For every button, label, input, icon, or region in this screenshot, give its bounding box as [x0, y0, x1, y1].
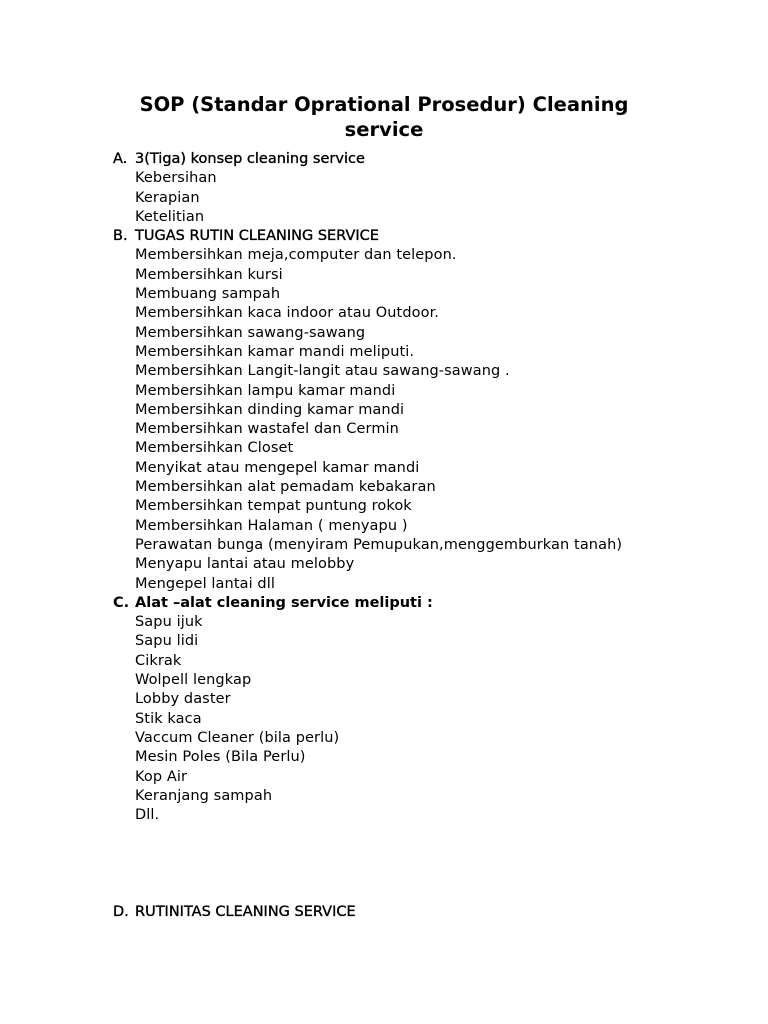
list-item: Menyikat atau mengepel kamar mandi	[135, 459, 420, 476]
section-a-heading	[113, 150, 753, 169]
list-item: Membersihkan sawang-sawang	[135, 324, 366, 341]
list-item: Ketelitian	[135, 208, 205, 225]
list-item: Vaccum Cleaner (bila perlu)	[135, 729, 340, 746]
section-letter: B.	[113, 228, 128, 245]
list-item: Membersihkan wastafel dan Cermin	[135, 421, 399, 438]
section-letter: D.	[113, 904, 129, 921]
section-letter: A.	[113, 151, 128, 167]
list-item: Sapu ijuk	[135, 614, 203, 631]
list-item: Membersihkan Halaman ( menyapu )	[135, 517, 408, 534]
list-item: Perawatan bunga (menyiram Pemupukan,menggemburkan tanah)	[135, 536, 623, 553]
list-item: Stik kaca	[135, 710, 202, 727]
list-item: Wolpell lengkap	[135, 672, 252, 689]
list-item: Mesin Poles (Bila Perlu)	[135, 749, 306, 766]
list-item: Lobby daster	[135, 691, 231, 708]
section-b-heading	[113, 227, 753, 246]
section-letter: C.	[113, 594, 130, 611]
list-item: Membersihkan alat pemadam kebakaran	[135, 479, 436, 496]
section-c-heading	[113, 594, 753, 613]
list-item: Kerapian	[135, 189, 200, 206]
list-item: Membersihkan Langit-langit atau sawang-sawang .	[135, 363, 510, 380]
section-c-list	[113, 613, 753, 825]
section-spacer	[113, 825, 753, 903]
list-item: Membersihkan meja,computer dan telepon.	[135, 247, 457, 264]
list-item: Cikrak	[135, 652, 182, 669]
list-item: Kop Air	[135, 768, 188, 785]
section-heading-text: Alat –alat cleaning service meliputi :	[135, 594, 433, 611]
document-title: SOP (Standar Oprational Prosedur) Cleaning service	[139, 93, 629, 141]
section-a-list	[113, 169, 753, 227]
section-d-heading	[113, 903, 753, 922]
list-item: Membersihkan lampu kamar mandi	[135, 382, 396, 399]
list-item: Kebersihan	[135, 170, 217, 187]
list-item: Keranjang sampah	[135, 787, 273, 804]
section-b-list	[113, 246, 753, 593]
list-item: Membersihkan tempat puntung rokok	[135, 498, 412, 515]
list-item: Menyapu lantai atau melobby	[135, 556, 355, 573]
section-heading-text: TUGAS RUTIN CLEANING SERVICE	[135, 228, 379, 245]
list-item: Membersihkan kamar mandi meliputi.	[135, 343, 415, 360]
section-heading-text: 3(Tiga) konsep cleaning service	[135, 151, 365, 167]
list-item: Membuang sampah	[135, 286, 281, 303]
list-item: Mengepel lantai dll	[135, 575, 275, 592]
list-item: Dll.	[135, 807, 160, 824]
list-item: Membersihkan Closet	[135, 440, 294, 457]
list-item: Membersihkan dinding kamar mandi	[135, 401, 405, 418]
section-heading-text: RUTINITAS CLEANING SERVICE	[135, 904, 356, 921]
list-item: Sapu lidi	[135, 633, 199, 650]
document-body	[113, 150, 753, 923]
list-item: Membersihkan kaca indoor atau Outdoor.	[135, 305, 440, 322]
list-item: Membersihkan kursi	[135, 266, 283, 283]
